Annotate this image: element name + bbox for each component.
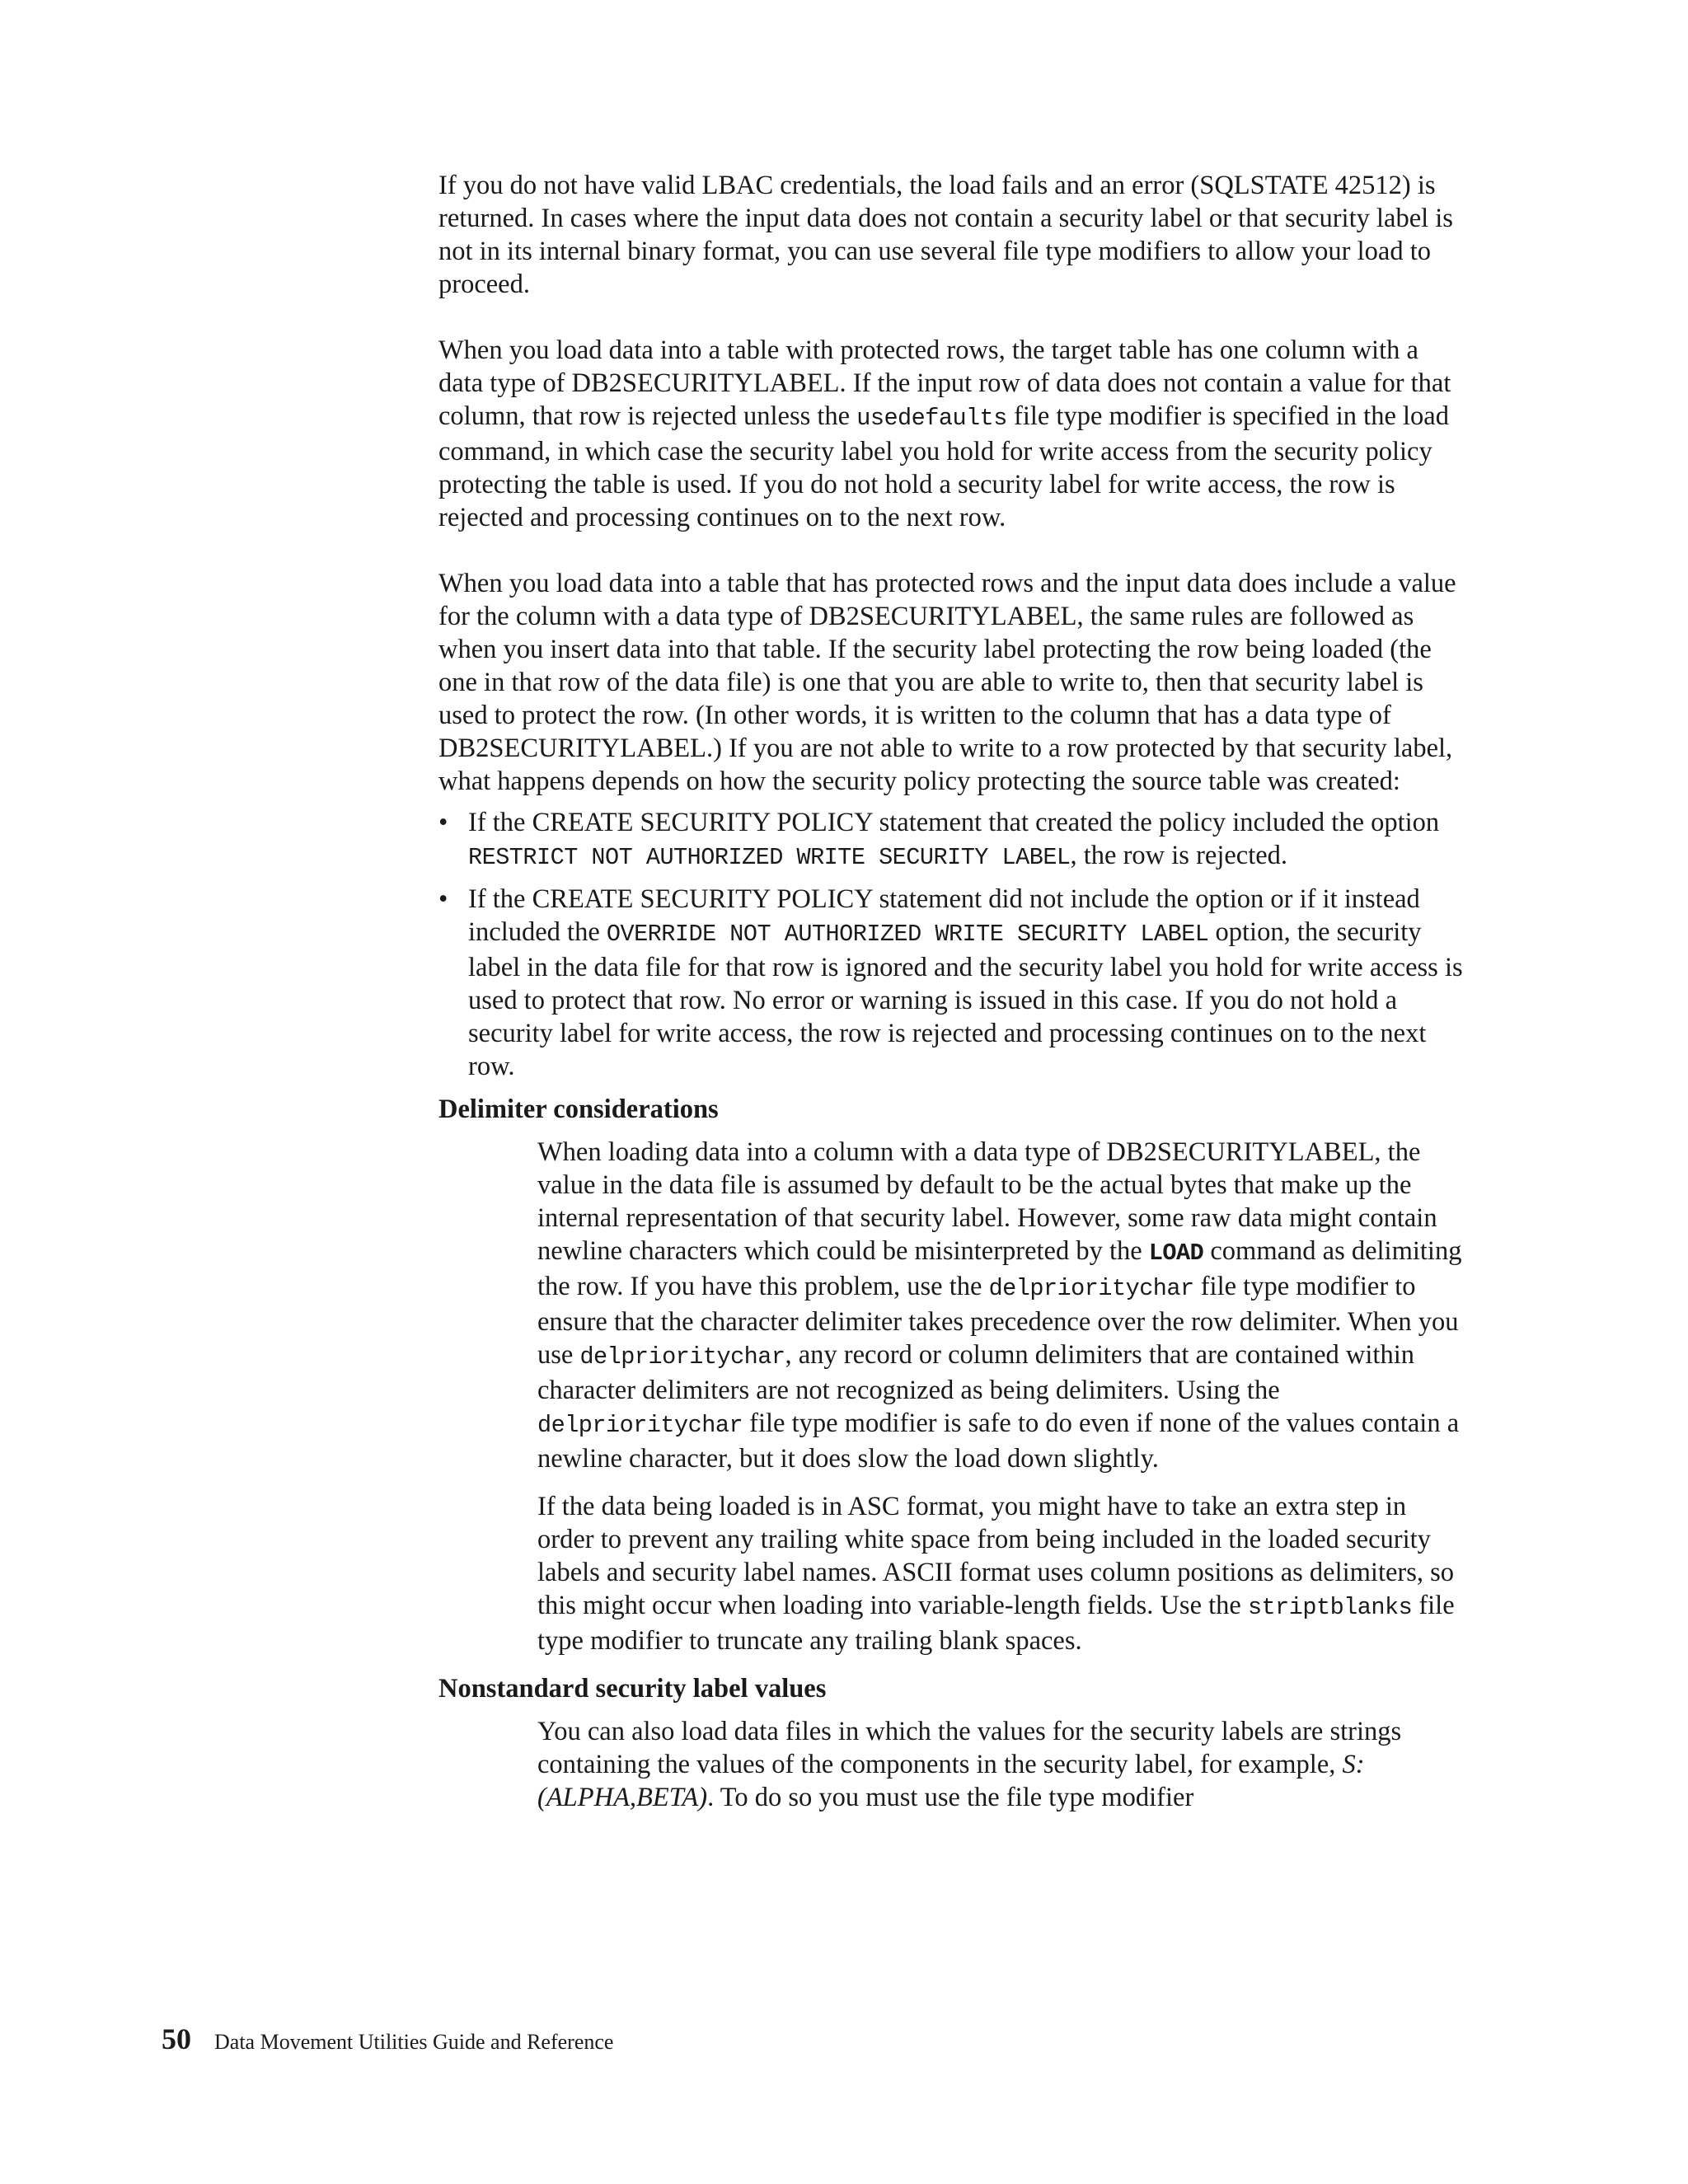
bullet-icon: •	[438, 884, 448, 914]
book-title: Data Movement Utilities Guide and Reference	[214, 2030, 614, 2054]
bullet-item-override	[438, 883, 1469, 1083]
text-run: When you load data into a table with protected rows, the target table has one column with a data type of DB2SECURITYLABEL. If the input row of data does not contain a value for that column, that row is rejected unless the	[438, 335, 1451, 431]
paragraph-protected-rows	[438, 334, 1469, 534]
heading-delimiter-considerations: Delimiter considerations	[438, 1094, 719, 1124]
page-number: 50	[162, 2022, 191, 2055]
text-run: . To do so you must use the file type modifier	[707, 1783, 1194, 1812]
code-usedefaults: usedefaults	[856, 405, 1007, 432]
text-run: , the row is rejected.	[1070, 841, 1288, 870]
text-run: command as delimiting the row. If you have this problem, use the	[537, 1236, 1462, 1301]
code-restrict-option: RESTRICT NOT AUTHORIZED WRITE SECURITY LABEL	[468, 844, 1071, 871]
text-run: file type modifier is safe to do even if none of the values contain a newline character, but it does slow the load down slightly.	[537, 1408, 1460, 1474]
heading-nonstandard-values: Nonstandard security label values	[438, 1674, 827, 1704]
example-label-value: S:(ALPHA,BETA)	[537, 1750, 1365, 1812]
paragraph-delimiter-1	[537, 1136, 1469, 1475]
bullet-list	[438, 806, 1469, 1083]
text-run: file type modifier is specified in the load command, in which case the security label you hold for write access from the security policy protecting the table is used. If you do not hold a security label for write access, the row is rejected and processing continues on to the next row.	[438, 401, 1449, 532]
bullet-item-restrict	[438, 806, 1469, 874]
text-run: file type modifier to truncate any trailing blank spaces.	[537, 1591, 1455, 1656]
code-striptblanks: striptblanks	[1247, 1594, 1413, 1621]
text-run: If the data being loaded is in ASC format, you might have to take an extra step in order to prevent any trailing white space from being included in the loaded security labels and security label names. ASCII format uses column positions as delimiters, so this might occur when loading into variable-length fields. Use the	[537, 1492, 1455, 1620]
section-nonstandard-body	[537, 1715, 1469, 1814]
code-delprioritychar: delprioritychar	[537, 1412, 743, 1439]
code-delprioritychar: delprioritychar	[988, 1275, 1194, 1302]
code-load-command: LOAD	[1148, 1240, 1204, 1267]
text-run: , any record or column delimiters that are contained within character delimiters are not recognized as being delimiters. Using the	[537, 1340, 1414, 1405]
text-run: You can also load data files in which the values for the security labels are strings containing the values of the components in the security label, for example,	[537, 1717, 1402, 1779]
text-run: file type modifier to ensure that the character delimiter takes precedence over the row delimiter. When you use	[537, 1272, 1459, 1370]
page-footer	[162, 2022, 613, 2056]
page-content	[438, 169, 1469, 1829]
bullet-icon: •	[438, 808, 448, 837]
paragraph-input-includes-label: When you load data into a table that has protected rows and the input data does include a value for the column with a data type of DB2SECURITYLABEL, the same rules are followed as when you insert data into that table. If the security label protecting the row being loaded (the one in that row of the data file) is one that you are able to write to, then that security label is used to protect the row. (In other words, it is written to the column that has a data type of DB2SECURITYLABEL.) If you are not able to write to a row protected by that security label, what happens depends on how the security policy protecting the source table was created:	[438, 569, 1456, 796]
text-run: option, the security label in the data file for that row is ignored and the security label you hold for write access is used to protect that row. No error or warning is issued in this case. If you do not hold a security label for write access, the row is rejected and processing continues on to the next row.	[468, 917, 1463, 1081]
code-delprioritychar: delprioritychar	[579, 1343, 785, 1371]
code-override-option: OVERRIDE NOT AUTHORIZED WRITE SECURITY LABEL	[606, 921, 1209, 948]
section-delimiter-body	[537, 1136, 1469, 1657]
paragraph-delimiter-2	[537, 1490, 1469, 1657]
text-run: When loading data into a column with a data type of DB2SECURITYLABEL, the value in the data file is assumed by default to be the actual bytes that make up the internal representation of that security label. However, some raw data might contain newline characters which could be misinterpreted by the	[537, 1137, 1437, 1266]
text-run: If the CREATE SECURITY POLICY statement did not include the option or if it instead included the	[468, 884, 1420, 947]
paragraph-nonstandard-1	[537, 1715, 1469, 1814]
paragraph-lbac-credentials: If you do not have valid LBAC credentials, the load fails and an error (SQLSTATE 42512) is returned. In cases where the input data does not contain a security label or that security label is not in its internal binary format, you can use several file type modifiers to allow your load to proceed.	[438, 171, 1453, 299]
text-run: If the CREATE SECURITY POLICY statement that created the policy included the option	[468, 808, 1440, 837]
